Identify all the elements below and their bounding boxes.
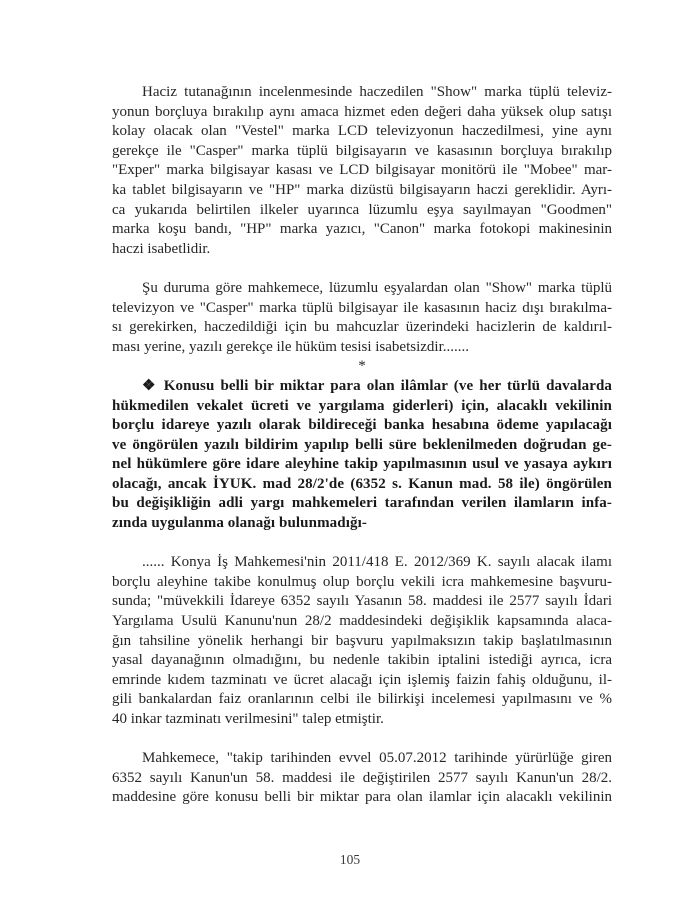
text-line: ka tablet bilgisayarın ve "HP" marka dizüstü bilgisayarın haczi gereklidir. Ayrı-	[112, 181, 612, 198]
paragraph-haciz-tutanagi	[112, 83, 612, 259]
text-line: ca yukarıda belirtilen ilkeler uyarınca lüzumlu eşya sayılmayan "Goodmen"	[112, 201, 612, 218]
text-line: Şu duruma göre mahkemece, lüzumlu eşyalardan olan "Show" marka tüplü	[142, 279, 612, 296]
text-line: gili bankalardan faiz oranlarının celbi ile bilirkişi incelemesi yapılmasını ve %	[112, 691, 612, 708]
text-line: sı gerekirken, haczedildiği için bu mahcuzlar üzerindeki hacizlerin de kaldırıl-	[112, 319, 612, 336]
paragraph-karar-ozeti-bold	[112, 377, 612, 534]
text-line: nel hükümlere göre idare aleyhine takip yapılmasının usul ve yasaya aykırı	[112, 456, 612, 473]
text-line: Yargılama Usulü Kanunu'nun 28/2 maddesindeki değişiklik kapsamında alaca-	[112, 613, 612, 630]
paragraph-mahkemece	[112, 749, 612, 808]
text-line: "Exper" marka bilgisayar kasası ve LCD bilgisayar monitörü ile "Mobee" mar-	[112, 162, 612, 179]
text-line: *	[358, 358, 366, 375]
text-line: 40 inkar tazminatı verilmesini" talep etmiştir.	[112, 711, 384, 727]
text-line: ve öngörülen yazılı bildirim yapılıp belli süre beklenilmeden doğrudan ge-	[112, 436, 612, 453]
text-line: borçlu idareye yazılı olarak bildireceği banka hesabına ödeme yapılacağı	[112, 417, 612, 434]
text-line: ❖ Konusu belli bir miktar para olan ilâmlar (ve her türlü davalarda	[142, 377, 612, 394]
paragraph-su-duruma-gore	[112, 279, 612, 357]
text-line: olacağı, ancak İYUK. mad 28/2'de (6352 s. Kanun mad. 58 ile) öngörülen	[112, 475, 612, 492]
text-line: maddesine göre konusu belli bir miktar para olan ilamlar için alacaklı vekilinin	[112, 789, 612, 806]
text-line: hükmedilen vekalet ücreti ve yargılama giderleri) için, alacaklı vekilinin	[112, 397, 612, 414]
text-line: yonun borçluya bırakılıp aynı amaca hizmet eden değeri daha yüksek olup satışı	[112, 103, 612, 120]
text-line: bu değişikliğin adli yargı mahkemeleri tarafından verilen ilamların infa-	[112, 495, 612, 512]
text-line: gerekçe ile "Casper" marka tüplü bilgisayarın ve kasasının borçluya bırakılıp	[112, 142, 612, 159]
text-line: sunda; "müvekkili İdareye 6352 sayılı Yasanın 58. maddesi ile 2577 sayılı İdari	[112, 593, 612, 610]
section-separator	[112, 357, 612, 377]
text-line: marka koşu bandı, "HP" marka yazıcı, "Canon" marka fotokopi makinesinin	[112, 221, 612, 238]
text-line: borçlu aleyhine takibe konulmuş olup borçlu vekili icra mahkemesine başvuru-	[112, 573, 612, 590]
text-line: haczi isabetlidir.	[112, 240, 211, 257]
text-line: Mahkemece, "takip tarihinden evvel 05.07.2012 tarihinde yürürlüğe giren	[142, 750, 612, 767]
text-line: 6352 sayılı Kanun'un 58. maddesi ile değiştirilen 2577 sayılı Kanun'un 28/2.	[112, 769, 612, 786]
document-body	[112, 83, 612, 808]
page-number: 105	[339, 852, 361, 867]
text-line: Haciz tutanağının incelenmesinde haczedilen "Show" marka tüplü televiz-	[142, 84, 612, 100]
text-line: zında uygulanma olanağı bulunmadığı-	[112, 515, 367, 532]
text-line: ması yerine, yazılı gerekçe ile hüküm tesisi isabetsizdir.......	[112, 338, 469, 355]
text-line: emrinde kıdem tazminatı ve ücret alacağı için işlemiş faizin fahiş olduğunu, il-	[112, 671, 612, 688]
text-line: kolay olacak olan "Vestel" marka LCD televizyonun haczedilmesi, yine aynı	[112, 123, 612, 140]
paragraph-konya-is-mahkemesi	[112, 553, 612, 729]
text-line: ğın tahsiline yönelik herhangi bir başvuru yapılmaksızın takip başlatılmasının	[112, 632, 612, 649]
text-line: televizyon ve "Casper" marka tüplü bilgisayar ile kasasının haciz dışı bırakılma-	[112, 299, 612, 316]
text-line: ...... Konya İş Mahkemesi'nin 2011/418 E. 2012/369 K. sayılı alacak ilamı	[142, 554, 612, 571]
text-line: yasal dayanağının olmadığını, bu nedenle takibin iptalini istediği ayrıca, icra	[112, 652, 612, 669]
